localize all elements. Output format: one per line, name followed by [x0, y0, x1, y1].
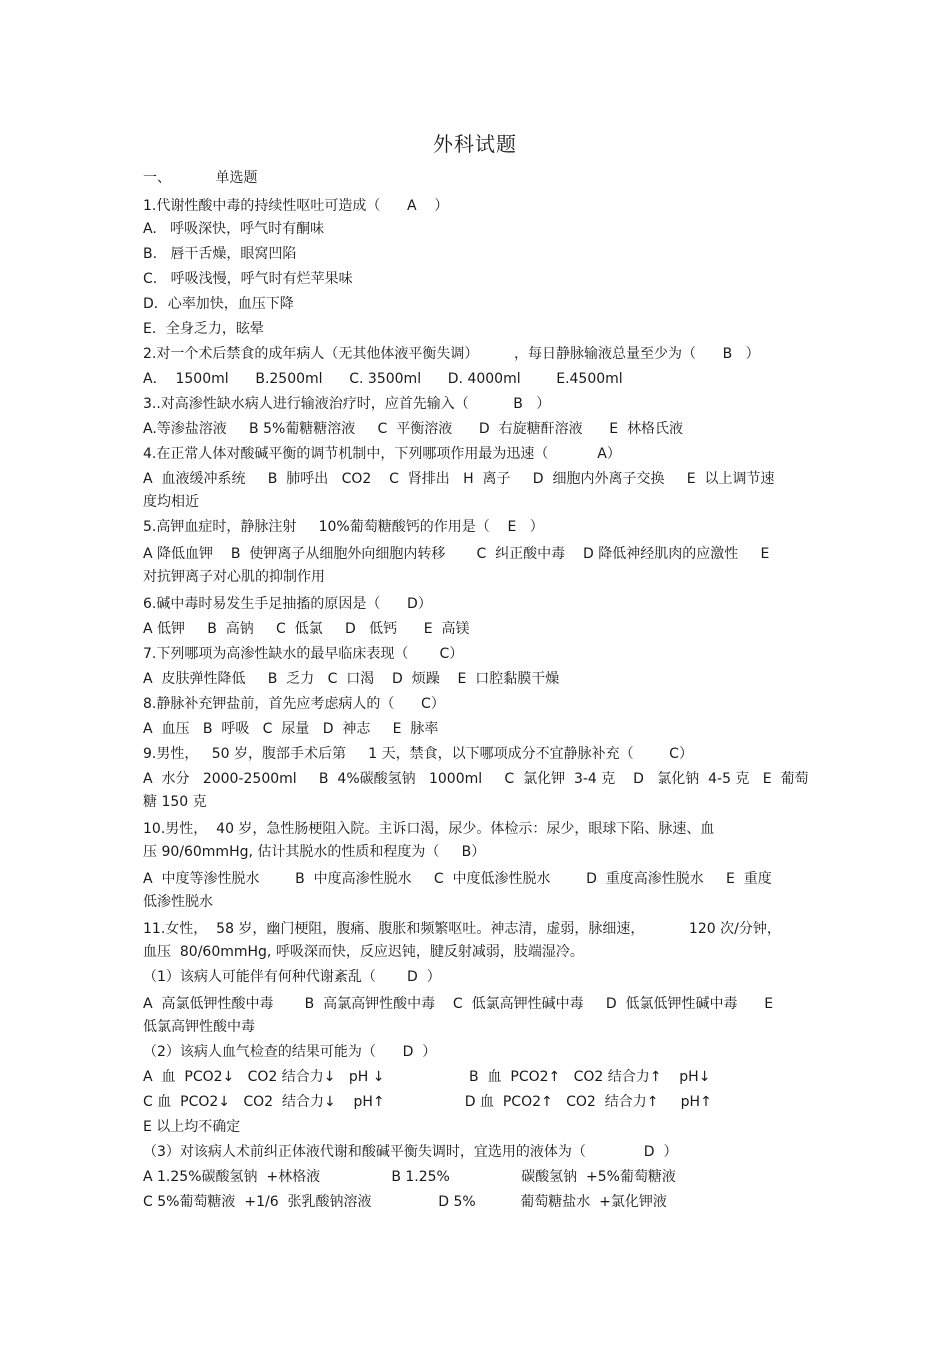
question-line: B. 唇干舌燥，眼窝凹陷 — [143, 246, 297, 262]
question-line: A 降低血钾 B 使钾离子从细胞外向细胞内转移 C 纠正酸中毒 D 降低神经肌肉的应激性 E — [143, 546, 770, 562]
question-line: E．全身乏力，眩晕 — [143, 321, 264, 337]
question-line: 7.下列哪项为高渗性缺水的最早临床表现（ C） — [143, 646, 464, 662]
question-line: 6.碱中毒时易发生手足抽搐的原因是（ D） — [143, 596, 432, 612]
question-line: A 血液缓冲系统 B 肺呼出 CO2 C 肾排出 H 离子 D 细胞内外离子交换 E 以上调节速 — [143, 471, 775, 487]
question-line: 2.对一个术后禁食的成年病人（无其他体液平衡失调） ，每日静脉输液总量至少为（ B ） — [143, 346, 760, 362]
question-line: A 1.25%碳酸氢钠 +林格液 B 1.25% 碳酸氢钠 +5%葡萄糖液 — [143, 1169, 676, 1185]
question-line: C. 呼吸浅慢，呼气时有烂苹果味 — [143, 271, 353, 287]
question-line: 11.女性， 58 岁，幽门梗阻，腹痛、腹胀和频繁呕吐。神志清，虚弱，脉细速， 120 次/分钟， — [143, 921, 781, 937]
question-line: A 皮肤弹性降低 B 乏力 C 口渴 D 烦躁 E 口腔黏膜干燥 — [143, 671, 560, 687]
question-line: （1）该病人可能伴有何种代谢紊乱（ D ） — [143, 969, 441, 985]
question-line: A.等渗盐溶液 B 5%葡糖糖溶液 C 平衡溶液 D 右旋糖酐溶液 E 林格氏液 — [143, 421, 684, 437]
question-line: 压 90/60mmHg, 估计其脱水的性质和程度为（ B） — [143, 844, 486, 860]
question-line: 1.代谢性酸中毒的持续性呕吐可造成（ A ） — [143, 198, 449, 214]
question-line: A 血压 B 呼吸 C 尿量 D 神志 E 脉率 — [143, 721, 439, 737]
question-line: 低氯高钾性酸中毒 — [143, 1019, 255, 1035]
question-line: 度均相近 — [143, 494, 199, 510]
question-line: C 5%葡萄糖液 +1/6 张乳酸钠溶液 D 5% 葡萄糖盐水 +氯化钾液 — [143, 1194, 667, 1210]
question-line: 3..对高渗性缺水病人进行输液治疗时，应首先输入（ B ） — [143, 396, 551, 412]
section-heading: 一、 单选题 — [143, 170, 258, 186]
document-title: 外科试题 — [433, 132, 517, 156]
question-line: 8.静脉补充钾盐前，首先应考虑病人的（ C） — [143, 696, 445, 712]
question-line: D．心率加快，血压下降 — [143, 296, 294, 312]
question-line: 5.高钾血症时，静脉注射 10%葡萄糖酸钙的作用是（ E ） — [143, 519, 544, 535]
question-line: 对抗钾离子对心肌的抑制作用 — [143, 569, 325, 585]
question-line: A. 呼吸深快，呼气时有酮味 — [143, 221, 325, 237]
question-line: （2）该病人血气检查的结果可能为（ D ） — [143, 1044, 437, 1060]
question-line: 血压 80/60mmHg, 呼吸深而快，反应迟钝，腱反射减弱，肢端湿冷。 — [143, 944, 584, 960]
question-line: A 中度等渗性脱水 B 中度高渗性脱水 C 中度低渗性脱水 D 重度高渗性脱水 E 重度 — [143, 871, 772, 887]
question-line: C 血 PCO2↓ CO2 结合力↓ pH↑ D 血 PCO2↑ CO2 结合力↑ pH↑ — [143, 1094, 712, 1110]
question-line: A 低钾 B 高钠 C 低氯 D 低钙 E 高镁 — [143, 621, 470, 637]
question-line: 糖 150 克 — [143, 794, 207, 810]
question-line: E 以上均不确定 — [143, 1119, 241, 1135]
question-line: A 血 PCO2↓ CO2 结合力↓ pH ↓ B 血 PCO2↑ CO2 结合力↑ pH↓ — [143, 1069, 711, 1085]
question-line: A． 1500ml B.2500ml C. 3500ml D. 4000ml E.4500ml — [143, 371, 623, 387]
question-line: 9.男性， 50 岁，腹部手术后第 1 天，禁食，以下哪项成分不宜静脉补充（ C） — [143, 746, 693, 762]
question-line: A 水分 2000-2500ml B 4%碳酸氢钠 1000ml C 氯化钾 3-4 克 D 氯化钠 4-5 克 E 葡萄 — [143, 771, 809, 787]
question-line: 10.男性， 40 岁，急性肠梗阻入院。主诉口渴，尿少。体检示：尿少，眼球下陷、脉速、血 — [143, 821, 715, 837]
question-line: 4.在正常人体对酸碱平衡的调节机制中，下列哪项作用最为迅速（ A） — [143, 446, 621, 462]
question-line: 低渗性脱水 — [143, 894, 213, 910]
question-line: A 高氯低钾性酸中毒 B 高氯高钾性酸中毒 C 低氯高钾性碱中毒 D 低氯低钾性碱中毒 E — [143, 996, 774, 1012]
question-line: （3）对该病人术前纠正体液代谢和酸碱平衡失调时，宜选用的液体为（ D ） — [143, 1144, 678, 1160]
